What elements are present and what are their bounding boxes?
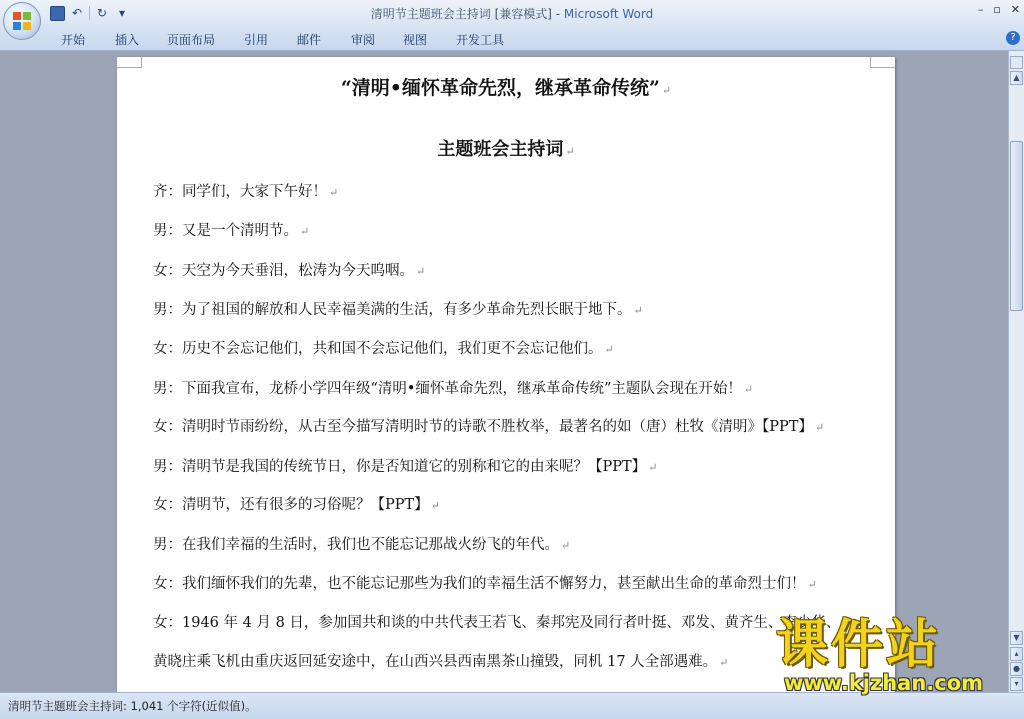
- tab-insert[interactable]: 插入: [115, 33, 140, 47]
- paragraph-text: 男：为了祖国的解放和人民幸福美满的生活，有多少革命先烈长眠于地下。: [153, 302, 632, 318]
- window-title: [0, 5, 1024, 22]
- paragraph-text: 男：在我们幸福的生活时，我们也不能忘记那战火纷飞的年代。: [153, 537, 559, 553]
- paragraph-text: 齐：同学们，大家下午好！: [153, 184, 327, 200]
- paragraph-text: 黄晓庄乘飞机由重庆返回延安途中，在山西兴县西南黑茶山撞毁，同机 17 人全部遇难。: [153, 654, 718, 670]
- paragraph-mark-icon: ↵: [300, 225, 310, 238]
- restore-button[interactable]: ▫: [993, 3, 1001, 16]
- vertical-scrollbar[interactable]: [1008, 51, 1024, 692]
- paragraph-text: 女：1946 年 4 月 8 日，参加国共和谈的中共代表王若飞、秦邦宪及同行者叶挺、邓发、黄齐生、李少华、: [153, 615, 841, 631]
- paragraph-mark-icon: ↵: [430, 499, 440, 512]
- scroll-thumb[interactable]: [1010, 141, 1023, 311]
- paragraph: [153, 298, 893, 319]
- minimize-button[interactable]: –: [977, 3, 984, 16]
- paragraph-mark-icon: ↵: [648, 461, 658, 474]
- watermark-url: www.kjzhan.com: [784, 671, 984, 695]
- heading-text: “清明•缅怀革命先烈，继承革命传统”: [340, 77, 660, 99]
- scroll-down-icon[interactable]: ▼: [1010, 631, 1023, 645]
- close-button[interactable]: ✕: [1010, 3, 1020, 16]
- paragraph: [153, 415, 893, 436]
- paragraph: [153, 219, 893, 240]
- redo-icon[interactable]: ↻: [96, 6, 108, 20]
- ribbon-tabs: [0, 26, 1024, 51]
- paragraph-mark-icon: ↵: [565, 145, 575, 158]
- tab-references[interactable]: 引用: [244, 33, 269, 47]
- window-controls: [978, 3, 1020, 16]
- document-title: 清明节主题班会主持词 [兼容模式] -: [370, 7, 564, 21]
- paragraph-text: 女：历史不会忘记他们，共和国不会忘记他们，我们更不会忘记他们。: [153, 341, 603, 357]
- title-bar: [0, 0, 1024, 26]
- paragraph: [153, 259, 893, 280]
- page-corner-mark: [117, 57, 142, 68]
- paragraph: [153, 455, 893, 476]
- paragraph-mark-icon: ↵: [661, 84, 672, 97]
- paragraph-text: 女：清明节，还有很多的习俗呢？【PPT】: [153, 497, 429, 513]
- select-browse-object-icon[interactable]: ●: [1010, 662, 1023, 676]
- paragraph-mark-icon: ↵: [561, 539, 571, 552]
- paragraph: [153, 337, 893, 358]
- page-corner-mark: [870, 57, 895, 68]
- status-bar: [0, 692, 1024, 719]
- watermark-title: 课件站: [776, 615, 942, 675]
- tab-view[interactable]: 视图: [403, 33, 428, 47]
- paragraph: [153, 533, 893, 554]
- paragraph-text: 男：清明节是我国的传统节日，你是否知道它的别称和它的由来呢？【PPT】: [153, 459, 647, 475]
- document-heading: [117, 73, 895, 100]
- next-page-icon[interactable]: ▾: [1010, 677, 1023, 691]
- tab-review[interactable]: 审阅: [351, 33, 376, 47]
- paragraph-mark-icon: ↵: [416, 265, 426, 278]
- app-name: Microsoft Word: [563, 7, 654, 21]
- paragraph-mark-icon: ↵: [807, 578, 817, 591]
- office-button[interactable]: [3, 2, 41, 40]
- tab-page-layout[interactable]: 页面布局: [167, 33, 216, 47]
- watermark-logo: [770, 615, 1020, 695]
- subheading-text: 主题班会主持词: [437, 139, 564, 160]
- document-page[interactable]: [117, 57, 895, 692]
- paragraph-text: 女：天空为今天垂泪，松涛为今天呜咽。: [153, 263, 414, 279]
- paragraph-text: 男：下面我宣布，龙桥小学四年级“清明•缅怀革命先烈，继承革命传统”主题队会现在开始！: [153, 381, 742, 397]
- office-logo-icon: [13, 12, 31, 30]
- undo-icon[interactable]: ↶: [71, 6, 83, 20]
- paragraph-mark-icon: ↵: [329, 186, 339, 199]
- document-area: [0, 51, 1008, 692]
- paragraph: [153, 377, 893, 398]
- paragraph-text: 女：清明时节雨纷纷，从古至今描写清明时节的诗歌不胜枚举，最著名的如（唐）杜牧《清明》【PPT】: [153, 419, 813, 435]
- tab-developer[interactable]: 开发工具: [456, 33, 505, 47]
- paragraph-mark-icon: ↵: [743, 383, 754, 396]
- paragraph-text: 女：我们缅怀我们的先辈，也不能忘记那些为我们的幸福生活不懈努力，甚至献出生命的革命烈士们！: [153, 576, 806, 592]
- scroll-up-icon[interactable]: ▲: [1010, 71, 1023, 85]
- customize-toolbar-icon[interactable]: ▾: [118, 6, 126, 20]
- paragraph: [153, 493, 893, 514]
- word-count-status[interactable]: 清明节主题班会主持词: 1,041 个字符(近似值)。: [8, 699, 257, 713]
- previous-page-icon[interactable]: ▴: [1010, 647, 1023, 661]
- tab-home[interactable]: 开始: [61, 33, 86, 47]
- view-ruler-icon[interactable]: [1010, 56, 1023, 69]
- tab-mailings[interactable]: 邮件: [297, 33, 322, 47]
- help-icon[interactable]: ?: [1006, 31, 1020, 45]
- paragraph-text: 男：又是一个清明节。: [153, 223, 298, 239]
- paragraph-mark-icon: ↵: [814, 421, 825, 434]
- paragraph: [153, 572, 893, 593]
- document-subheading: [117, 135, 895, 161]
- paragraph-mark-icon: ↵: [633, 304, 643, 317]
- paragraph: [153, 180, 893, 201]
- paragraph-mark-icon: ↵: [604, 343, 614, 356]
- paragraph-mark-icon: ↵: [719, 656, 729, 669]
